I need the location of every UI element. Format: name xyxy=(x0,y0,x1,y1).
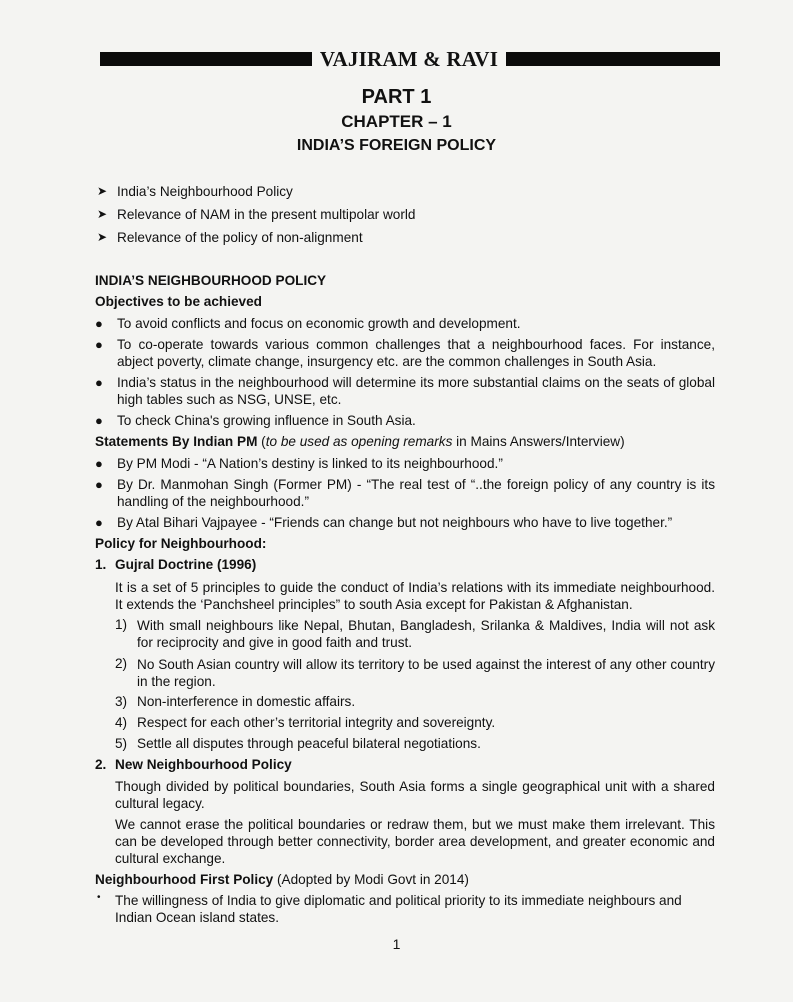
chapter-number: CHAPTER – 1 xyxy=(341,112,452,131)
chapter-title: INDIA’S FOREIGN POLICY xyxy=(296,137,497,154)
new-policy-title: New Neighbourhood Policy xyxy=(115,757,292,772)
part-title: PART 1 xyxy=(361,86,432,108)
objective-item: To avoid conflicts and focus on economic growth and development. xyxy=(117,316,521,331)
publisher-name: VAJIRAM & RAVI xyxy=(319,47,499,71)
principle-item: Settle all disputes through peaceful bilateral negotiations. xyxy=(137,736,481,751)
gujral-intro: It is a set of 5 principles to guide the conduct of India’s relations with its immediate neighbourhood. It extends the ‘Panchsheel principles” to south Asia except for Pakistan & Afghanistan. xyxy=(115,580,715,612)
bullet-dot-icon: ● xyxy=(95,515,103,530)
bullet-dot-icon: • xyxy=(97,892,101,903)
statements-heading: Statements By Indian PM xyxy=(95,434,258,449)
bullet-dot-icon: ● xyxy=(95,337,103,352)
gujral-title: Gujral Doctrine (1996) xyxy=(115,557,257,572)
statements-suffix: in Mains Answers/Interview) xyxy=(456,434,625,449)
statement-item: By Atal Bihari Vajpayee - “Friends can change but not neighbours who have to live together.” xyxy=(117,515,673,530)
publisher-banner xyxy=(100,48,720,70)
section-heading: INDIA’S NEIGHBOURHOOD POLICY xyxy=(95,273,327,288)
nfp-item: The willingness of India to give diplomatic and political priority to its immediate neighbours and Indian Ocean island states. xyxy=(115,893,682,925)
bullet-dot-icon: ● xyxy=(95,477,103,492)
topic-item: Relevance of NAM in the present multipolar world xyxy=(117,207,416,222)
principle-item: With small neighbours like Nepal, Bhutan, Bangladesh, Srilanka & Maldives, India will not ask for reciprocity and give in good faith and trust. xyxy=(137,618,715,650)
page-number: 1 xyxy=(392,936,401,952)
bullet-dot-icon: ● xyxy=(95,413,103,428)
banner-bar-right xyxy=(506,52,720,66)
banner-bar-left xyxy=(100,52,312,66)
principle-item: No South Asian country will allow its territory to be used against the interest of any other country in the region. xyxy=(137,657,715,689)
objective-item: To check China's growing influence in South Asia. xyxy=(117,413,416,428)
topic-item: India’s Neighbourhood Policy xyxy=(117,184,293,199)
statement-item: By PM Modi - “A Nation’s destiny is linked to its neighbourhood.” xyxy=(117,456,503,471)
bullet-dot-icon: ● xyxy=(95,456,103,471)
policy-heading: Policy for Neighbourhood: xyxy=(95,536,267,551)
objective-item: India’s status in the neighbourhood will determine its more substantial claims on the seats of global high tables such as NSG, UNSE, etc. xyxy=(117,375,715,407)
nfp-heading: Neighbourhood First Policy xyxy=(95,872,274,887)
bullet-dot-icon: ● xyxy=(95,375,103,390)
arrow-bullet-icon: ➤ xyxy=(97,184,108,198)
new-policy-paragraph: We cannot erase the political boundaries or redraw them, but we must make them irrelevant. This can be developed through better connectivity, border area development, and greater economic and cultural exchange. xyxy=(115,817,715,866)
nfp-heading-line xyxy=(95,872,469,888)
objective-item: To co-operate towards various common challenges that a neighbourhood faces. For instance, abject poverty, climate change, insurgency etc. are the common challenges in South Asia. xyxy=(117,337,715,369)
principle-item: Non-interference in domestic affairs. xyxy=(137,694,356,709)
new-policy-paragraph: Though divided by political boundaries, South Asia forms a single geographical unit with a shared cultural legacy. xyxy=(115,779,715,811)
principle-number: 4) xyxy=(115,715,128,730)
arrow-bullet-icon: ➤ xyxy=(97,230,108,244)
bullet-dot-icon: ● xyxy=(95,316,103,331)
principle-number: 1) xyxy=(115,617,128,632)
arrow-bullet-icon: ➤ xyxy=(97,207,108,221)
statement-item: By Dr. Manmohan Singh (Former PM) - “The real test of “..the foreign policy of any country is its handling of the neighbourhood.” xyxy=(117,477,715,509)
principle-number: 2) xyxy=(115,656,128,671)
principle-item: Respect for each other’s territorial integrity and sovereignty. xyxy=(137,715,496,730)
principle-number: 5) xyxy=(115,736,128,751)
principle-number: 3) xyxy=(115,694,128,709)
statements-note: to be used as opening remarks xyxy=(265,434,453,449)
new-policy-number: 2. xyxy=(95,757,107,772)
topic-item: Relevance of the policy of non-alignment xyxy=(117,230,363,245)
gujral-number: 1. xyxy=(95,557,107,572)
nfp-note: (Adopted by Modi Govt in 2014) xyxy=(277,872,469,887)
statements-heading-line: Statements By Indian PM (to be used as opening remarks in Mains Answers/Interview) xyxy=(95,434,625,449)
objectives-heading: Objectives to be achieved xyxy=(95,294,262,309)
